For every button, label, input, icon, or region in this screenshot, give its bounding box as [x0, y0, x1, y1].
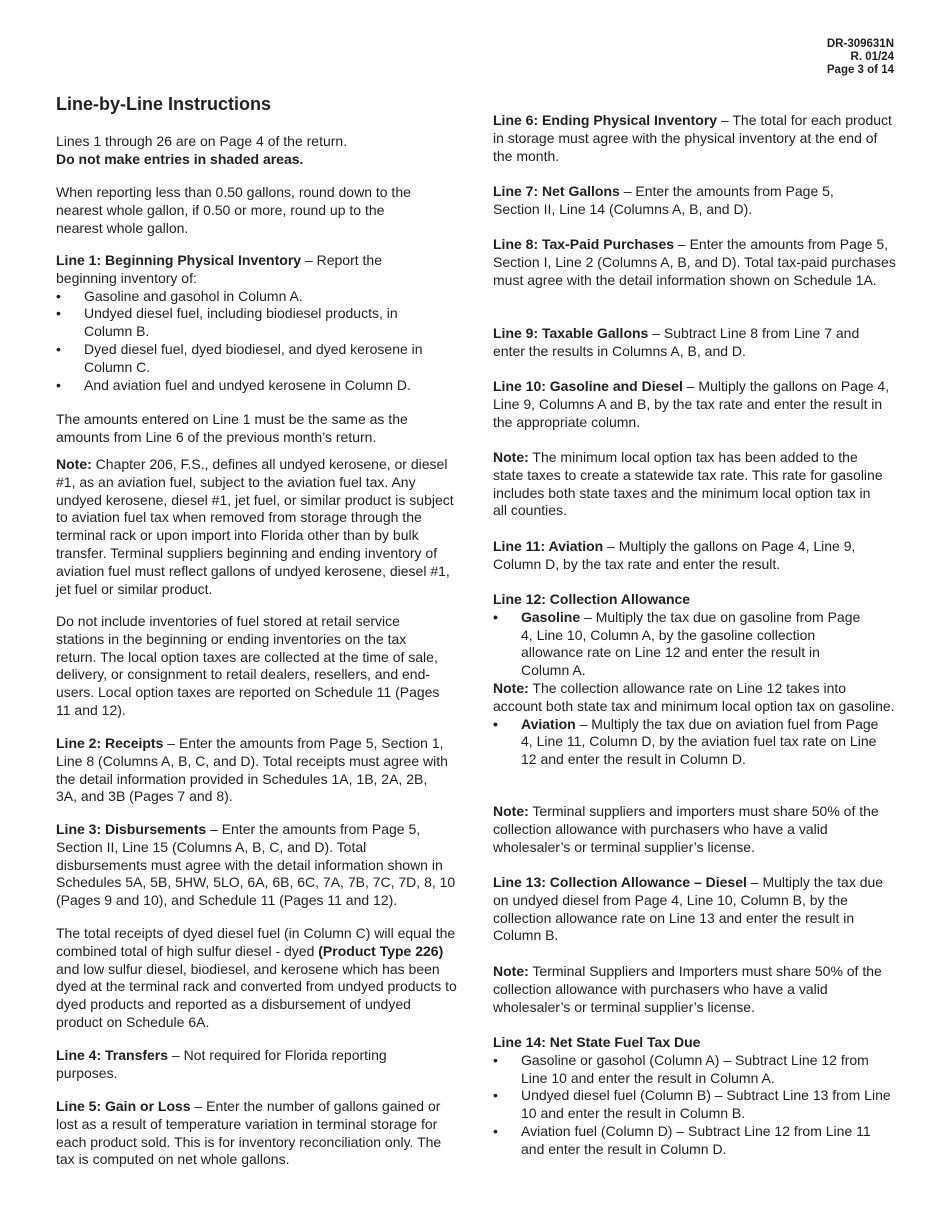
- line9-heading: Line 9: Taxable Gallons: [493, 325, 649, 341]
- note-share-allowance-diesel: Note: Terminal Suppliers and Importers must share 50% of the collection allowance with purchasers who have a valid wholesaler’s or terminal supplier’s license.: [493, 963, 882, 1015]
- list-item: • Gasoline and gasohol in Column A.: [56, 288, 446, 306]
- line7-heading: Line 7: Net Gallons: [493, 183, 620, 199]
- page-title: Line-by-Line Instructions: [56, 94, 272, 114]
- line8-heading: Line 8: Tax-Paid Purchases: [493, 236, 675, 252]
- form-identifier: [827, 38, 894, 77]
- list-item: • Gasoline or gasohol (Column A) – Subtract Line 12 from Line 10 and enter the result in Column A.: [493, 1052, 893, 1088]
- page-number: Page 3 of 14: [826, 64, 894, 76]
- list-item: • Aviation fuel (Column D) – Subtract Line 12 from Line 11 and enter the result in Column D.: [493, 1123, 893, 1159]
- line14-section: [493, 1034, 898, 1159]
- rounding-rule: When reporting less than 0.50 gallons, round down to the nearest whole gallon, if 0.50 or more, round up to the nearest whole gallon.: [56, 184, 411, 236]
- line14-heading: Line 14: Net State Fuel Tax Due: [493, 1034, 701, 1050]
- line1-heading: Line 1: Beginning Physical Inventory: [56, 252, 302, 268]
- list-item: • Gasoline – Multiply the tax due on gasoline from Page 4, Line 10, Column A, by the gasoline collection allowance rate on Line 12 and enter the result in Column A.: [493, 609, 868, 680]
- line2-heading: Line 2: Receipts: [56, 735, 164, 751]
- line10-heading: Line 10: Gasoline and Diesel: [493, 378, 683, 394]
- line12-heading: Line 12: Collection Allowance: [493, 591, 691, 607]
- line1-amounts: The amounts entered on Line 1 must be the same as the amounts from Line 6 of the previous month’s return.: [56, 411, 408, 445]
- list-item: • Aviation – Multiply the tax due on aviation fuel from Page 4, Line 11, Column D, by the aviation fuel tax rate on Line 12 and enter the result in Column D.: [493, 716, 883, 769]
- list-item: • Dyed diesel fuel, dyed biodiesel, and dyed kerosene in Column C.: [56, 341, 446, 377]
- line1-list: [56, 288, 446, 395]
- intro-line: Lines 1 through 26 are on Page 4 of the return.: [56, 133, 348, 149]
- line12-aviation-list: [493, 716, 883, 769]
- retail-inventories: Do not include inventories of fuel stored at retail service stations in the beginning or ending inventories on the tax return. The local option taxes are collected at the time of sale, delivery, or consignment to retail dealers, resellers, and end-users. Local option taxes are reported on Schedule 11 (Pages 11 and 12).: [56, 613, 440, 718]
- line5-section: Line 5: Gain or Loss – Enter the number of gallons gained or lost as a result of temperature variation in terminal storage for each product sold. This is for inventory reconciliation only. The tax is computed on net whole gallons.: [56, 1098, 442, 1168]
- line3-heading: Line 3: Disbursements: [56, 821, 207, 837]
- line4-section: Line 4: Transfers – Not required for Florida reporting purposes.: [56, 1047, 387, 1081]
- line1-text: Line 1: Beginning Physical Inventory – Report the beginning inventory of:: [56, 252, 382, 286]
- line6-section: Line 6: Ending Physical Inventory – The total for each product in storage must agree with the physical inventory at the end of the month.: [493, 112, 892, 164]
- line12-gasoline-list: [493, 609, 868, 680]
- line7-section: Line 7: Net Gallons – Enter the amounts from Page 5, Section II, Line 14 (Columns A, B, and D).: [493, 183, 834, 217]
- note-aviation-fuel: Note: Chapter 206, F.S., defines all undyed kerosene, or diesel #1, as an aviation fuel, subject to the aviation fuel tax. Any undyed kerosene, diesel #1, jet fuel, or similar product is subject to aviation fuel tax when removed from storage through the terminal rack or upon import into Florida other than by bulk transfer. Terminal suppliers beginning and ending inventory of aviation fuel must reflect gallons of undyed kerosene, diesel #1, jet fuel or similar product.: [56, 456, 454, 597]
- line2-section: Line 2: Receipts – Enter the amounts from Page 5, Section 1, Line 8 (Columns A, B, C, and D). Total receipts must agree with the detail information provided in Schedules 1A, 1B, 2A, 2B, 3A, and 3B (Pages 7 and 8).: [56, 735, 448, 805]
- list-item: • And aviation fuel and undyed kerosene in Column D.: [56, 377, 446, 395]
- dyed-diesel-paragraph: The total receipts of dyed diesel fuel (in Column C) will equal the combined total of high sulfur diesel - dyed (Product Type 226) and low sulfur diesel, biodiesel, and kerosene which has been dyed at the terminal rack and converted from undyed products to dyed products and reported as a disbursement of undyed product on Schedule 6A.: [56, 925, 457, 1030]
- form-number: DR-309631N: [826, 38, 894, 50]
- list-item: • Undyed diesel fuel, including biodiesel products, in Column B.: [56, 305, 446, 341]
- line10-section: Line 10: Gasoline and Diesel – Multiply the gallons on Page 4, Line 9, Columns A and B, by the tax rate and enter the result in the appropriate column.: [493, 378, 890, 430]
- line1-section: [56, 252, 446, 394]
- list-item: • Undyed diesel fuel (Column B) – Subtract Line 13 from Line 10 and enter the result in Column B.: [493, 1087, 893, 1123]
- line12-section: [493, 591, 898, 769]
- line11-section: Line 11: Aviation – Multiply the gallons on Page 4, Line 9, Column D, by the tax rate and enter the result.: [493, 538, 856, 572]
- line4-heading: Line 4: Transfers: [56, 1047, 169, 1063]
- line14-list: [493, 1052, 893, 1159]
- line6-heading: Line 6: Ending Physical Inventory: [493, 112, 718, 128]
- shaded-areas-warning: Do not make entries in shaded areas.: [56, 150, 304, 167]
- line11-heading: Line 11: Aviation: [493, 538, 604, 554]
- intro: [56, 133, 461, 169]
- note-collection-rate: Note: The collection allowance rate on Line 12 takes into account both state tax and minimum local option tax on gasoline.: [493, 679, 895, 714]
- line8-section: Line 8: Tax-Paid Purchases – Enter the amounts from Page 5, Section I, Line 2 (Columns A, B, and D). Total tax-paid purchases must agree with the detail information shown on Schedule 1A.: [493, 236, 896, 288]
- line9-section: Line 9: Taxable Gallons – Subtract Line 8 from Line 7 and enter the results in Columns A, B, and D.: [493, 325, 860, 359]
- line5-heading: Line 5: Gain or Loss: [56, 1098, 191, 1114]
- revision-date: R. 01/24: [850, 51, 894, 63]
- line3-section: Line 3: Disbursements – Enter the amounts from Page 5, Section II, Line 15 (Columns A, B, C, and D). Total disbursements must agree with the detail information shown in Schedules 5A, 5B, 5HW, 5LO, 6A, 6B, 6C, 7A, 7B, 7C, 7D, 8, 10 (Pages 9 and 10), and Schedule 11 (Pages 11 and 12).: [56, 821, 456, 909]
- note-share-allowance: Note: Terminal suppliers and importers must share 50% of the collection allowance with purchasers who have a valid wholesaler’s or terminal supplier’s license.: [493, 803, 879, 855]
- line13-heading: Line 13: Collection Allowance – Diesel: [493, 874, 747, 890]
- note-statewide-rate: Note: The minimum local option tax has been added to the state taxes to create a statewide tax rate. This rate for gasoline includes both state taxes and the minimum local option tax in all counties.: [493, 449, 883, 519]
- line13-section: Line 13: Collection Allowance – Diesel – Multiply the tax due on undyed diesel from Page 4, Line 10, Column B, by the collection allowance rate on Line 13 and enter the result in Column B.: [493, 874, 884, 944]
